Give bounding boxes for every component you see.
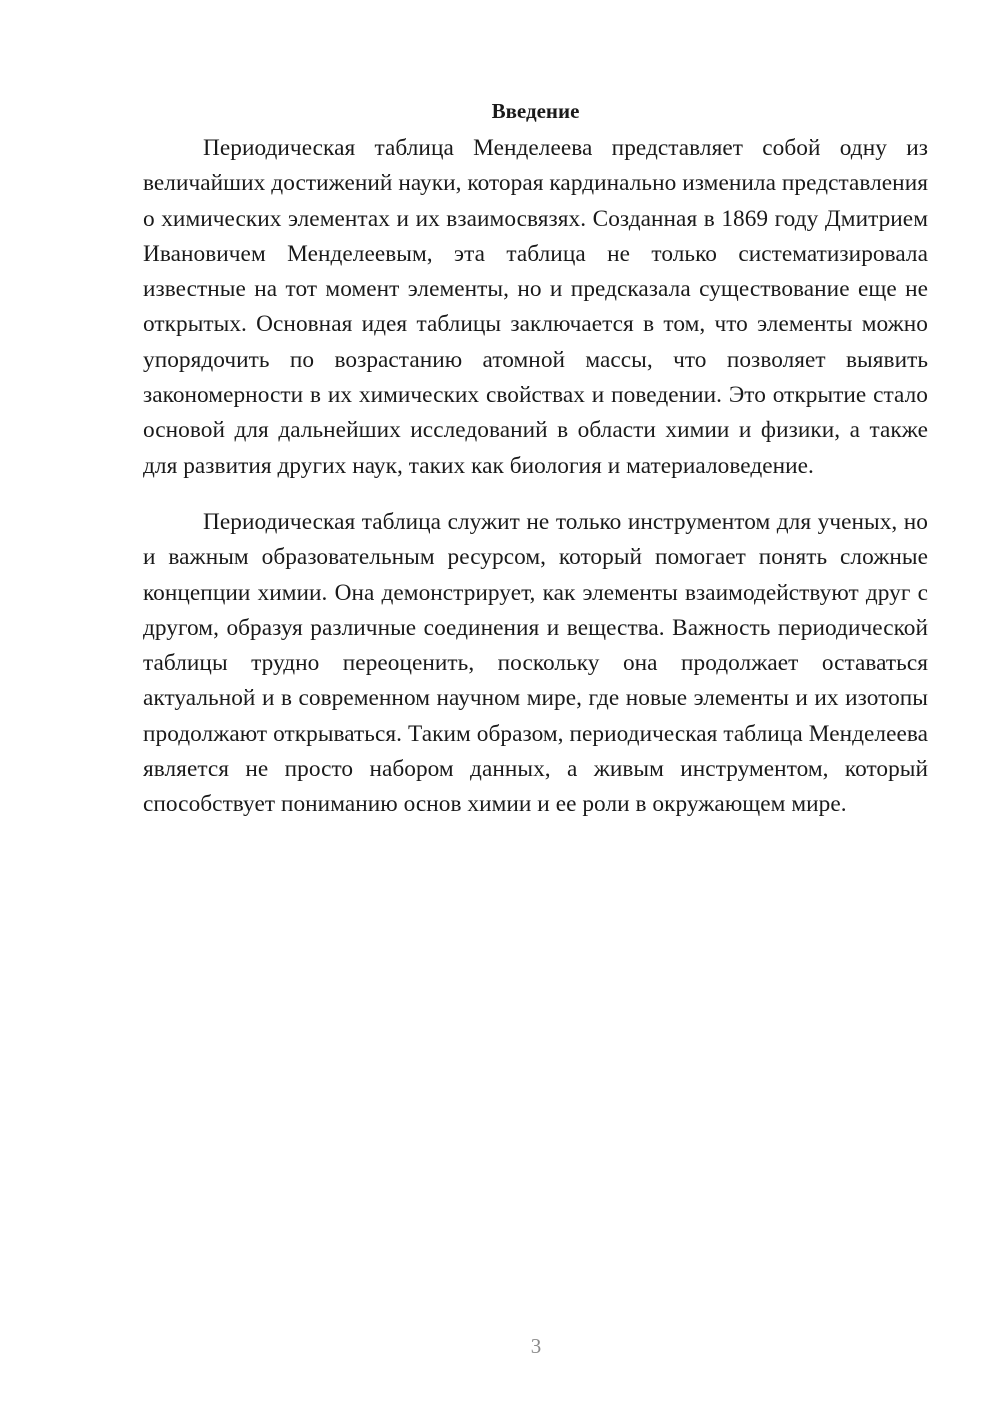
paragraph-1: Периодическая таблица Менделеева представляет собой одну из величайших достижений науки, которая кардинально изменила представления о химических элементах и их взаимосвязях. Созданная в 1869 году Дмитрием Ивановичем Менделеевым, эта таблица не только систематизировала известные на тот момент элементы, но и предсказала существование еще не открытых. Основная идея таблицы заключается в том, что элементы можно упорядочить по возрастанию атомной массы, что позволяет выявить закономерности в их химических свойствах и поведении. Это открытие стало основой для дальнейших исследований в области химии и физики, а также для развития других наук, таких как биология и материаловедение. — [143, 135, 928, 479]
page-number: 3 — [530, 1334, 542, 1358]
page-content — [143, 96, 928, 823]
paragraph-2: Периодическая таблица служит не только инструментом для ученых, но и важным образовательным ресурсом, который помогает понять сложные концепции химии. Она демонстрирует, как элементы взаимодействуют друг с другом, образуя различные соединения и вещества. Важность периодической таблицы трудно переоценить, поскольку она продолжает оставаться актуальной и в современном научном мире, где новые элементы и их изотопы продолжают открываться. Таким образом, периодическая таблица Менделеева является не просто набором данных, а живым инструментом, который способствует пониманию основ химии и ее роли в окружающем мире. — [143, 508, 928, 818]
section-title: Введение — [491, 99, 580, 123]
